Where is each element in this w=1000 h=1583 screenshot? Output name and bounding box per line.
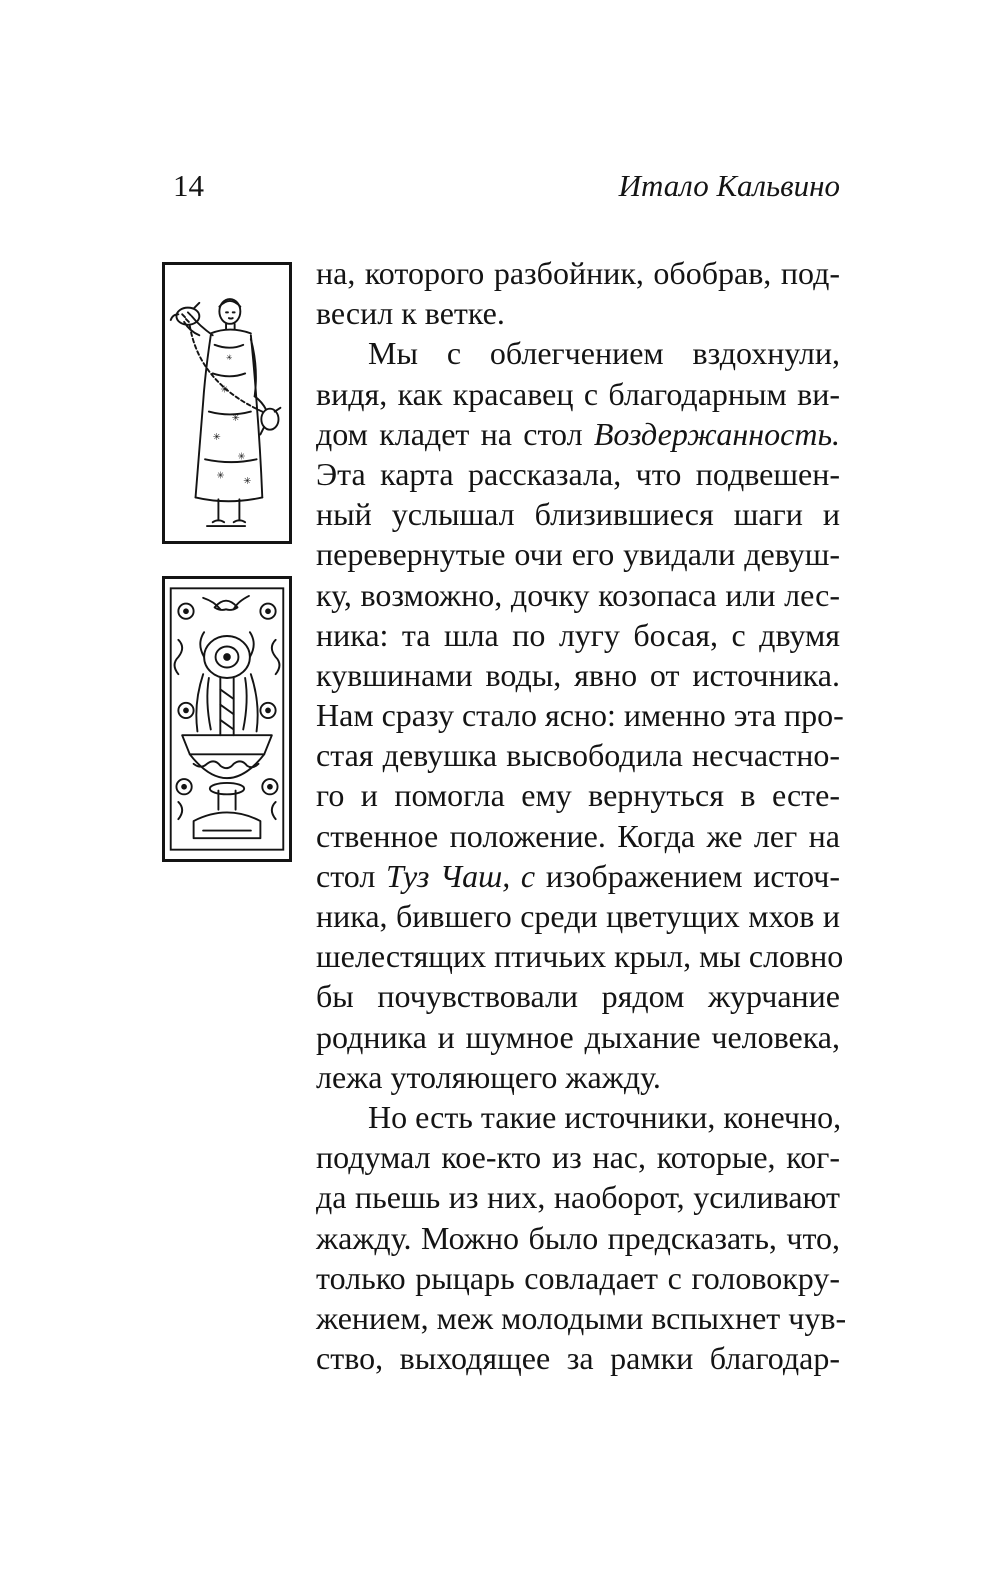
body-text — [316, 253, 847, 1378]
text-segment: изображением источ- — [535, 857, 840, 894]
text-line: Эта карта рассказала, что подвешен- — [316, 455, 840, 492]
text-line: ственное положение. Когда же лег на — [316, 817, 840, 854]
temperance-card-illustration — [162, 262, 292, 544]
page-number: 14 — [173, 168, 204, 203]
text-line: перевернутые очи его увидали девуш- — [316, 536, 840, 573]
text-line: Но есть такие источники, конечно, — [368, 1098, 842, 1135]
text-segment: дом кладет на стол — [316, 415, 594, 452]
text-line: подумал кое-кто из нас, которые, ког- — [316, 1139, 840, 1176]
text-line: видя, как красавец с благодарным ви- — [316, 375, 840, 412]
text-line: жажду. Можно было предсказать, что, — [316, 1219, 840, 1256]
svg-text:✳: ✳ — [220, 384, 229, 396]
text-line: кувшинами воды, явно от источника. — [316, 656, 840, 693]
running-title: Итало Кальвино — [618, 168, 840, 203]
text-line: ку, возможно, дочку козопаса или лес- — [316, 576, 840, 613]
text-line — [316, 414, 840, 454]
text-line: шелестящих птичьих крыл, мы словно — [316, 938, 844, 975]
text-line: на, которого разбойник, обобрав, под- — [316, 255, 840, 291]
text-line: да пьешь из них, наоборот, усиливают — [316, 1179, 840, 1216]
text-line: только рыцарь совладает с головокру- — [316, 1259, 840, 1296]
text-line: весил к ветке. — [316, 295, 505, 332]
text-line: ника: та шла по лугу босая, с двумя — [316, 616, 840, 653]
fountain-cup-icon — [165, 579, 289, 859]
text-line — [316, 856, 840, 896]
text-line: Мы с облегчением вздохнули, — [368, 335, 840, 372]
text-line: бы почувствовали рядом журчание — [316, 978, 840, 1015]
temperance-woman-icon — [165, 265, 289, 541]
text-line: ный услышал близившиеся шаги и — [316, 496, 840, 533]
card-name-ace-of-cups: Туз Чаш, с — [386, 857, 536, 894]
text-line: жением, меж молодыми вспыхнет чув- — [316, 1299, 847, 1336]
svg-text:✳: ✳ — [226, 353, 233, 363]
svg-text:✳: ✳ — [231, 413, 240, 425]
text-line: стая девушка высвободила несчастно- — [316, 737, 840, 774]
ace-of-cups-card-illustration — [162, 576, 292, 862]
text-line: лежа утоляющего жажду. — [316, 1058, 661, 1095]
text-line: родника и шумное дыхание человека, — [316, 1018, 840, 1055]
text-line: ника, бившего среди цветущих мхов и — [316, 898, 840, 934]
text-line: Нам сразу стало ясно: именно эта про- — [316, 697, 844, 734]
svg-text:✳: ✳ — [237, 451, 246, 463]
card-name-temperance: Воздержанность. — [593, 415, 840, 452]
svg-text:✳: ✳ — [243, 476, 252, 488]
text-line: го и помогла ему вернуться в есте- — [316, 777, 840, 814]
text-line: ство, выходящее за рамки благодар- — [316, 1340, 840, 1377]
svg-text:✳: ✳ — [212, 432, 221, 444]
text-segment: стол — [316, 857, 387, 894]
svg-text:✳: ✳ — [216, 470, 225, 482]
